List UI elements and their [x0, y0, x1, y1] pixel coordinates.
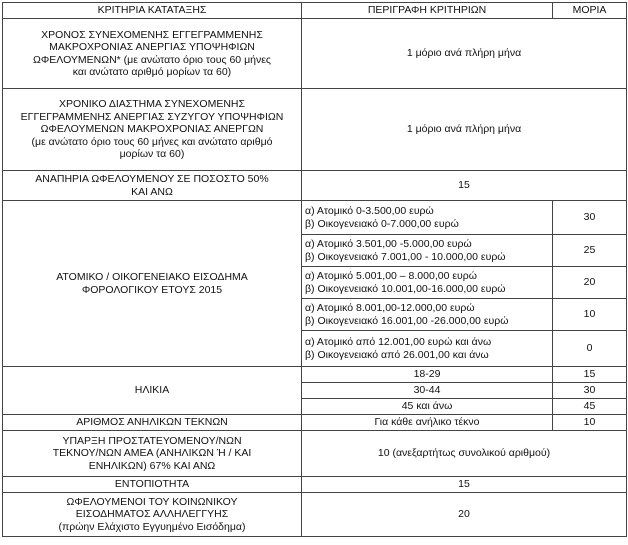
minor-children-criterion: ΑΡΙΘΜΟΣ ΑΝΗΛΙΚΩΝ ΤΕΚΝΩΝ — [3, 415, 302, 431]
locality-criterion: ΕΝΤΟΠΙΟΤΗΤΑ — [3, 477, 302, 493]
income-bracket-text: α) Ατομικό 0-3.500,00 ευρώ β) Οικογενειακό 0-7.000,00 ευρώ — [302, 201, 553, 235]
income-bracket-points: 10 — [553, 299, 627, 331]
header-row — [3, 3, 627, 19]
unemployment-description: 1 μόριο ανά πλήρη μήνα — [302, 19, 627, 89]
age-bracket-text: 45 και άνω — [302, 399, 553, 415]
income-criterion: ΑΤΟΜΙΚΟ / ΟΙΚΟΓΕΝΕΙΑΚΟ ΕΙΣΟΔΗΜΑ ΦΟΡΟΛΟΓΙΚΟΥ ΕΤΟΥΣ 2015 — [3, 201, 302, 367]
age-bracket-points: 30 — [553, 383, 627, 399]
age-bracket-text: 30-44 — [302, 383, 553, 399]
income-bracket-text: α) Ατομικό 3.501,00 -5.000,00 ευρώ β) Οικογενειακό 7.001,00 - 10.000,00 ευρώ — [302, 235, 553, 267]
disability-criterion: ΑΝΑΠΗΡΙΑ ΩΦΕΛΟΥΜΕΝΟΥ ΣΕ ΠΟΣΟΣΤΟ 50% ΚΑΙ ΑΝΩ — [3, 171, 302, 201]
unemployment-criterion: ΧΡΟΝΟΣ ΣΥΝΕΧΟΜΕΝΗΣ ΕΓΓΕΓΡΑΜΜΕΝΗΣ ΜΑΚΡΟΧΡΟΝΙΑΣ ΑΝΕΡΓΙΑΣ ΥΠΟΨΗΦΙΩΝ ΩΦΕΛΟΥΜΕΝΩΝ* (με ανώτατο όριο τους 60 μήνες και ανώτατο αριθμό μορίων τα 60) — [3, 19, 302, 89]
age-bracket-points: 15 — [553, 367, 627, 383]
income-bracket-text: α) Ατομικό από 12.001,00 ευρώ και άνω β) Οικογενειακό από 26.001,00 και άνω — [302, 331, 553, 367]
age-bracket-row — [3, 367, 627, 383]
header-criteria: ΚΡΙΤΗΡΙΑ ΚΑΤΑΤΑΞΗΣ — [3, 3, 302, 19]
dependents-disabled-criterion: ΥΠΑΡΞΗ ΠΡΟΣΤΑΤΕΥΟΜΕΝΟΥ/ΝΩΝ ΤΕΚΝΟΥ/ΝΩΝ ΑΜΕΑ (ΑΝΗΛΙΚΩΝ Ή / ΚΑΙ ΕΝΗΛΙΚΩΝ) 67% ΚΑΙ ΑΝΩ — [3, 431, 302, 477]
social-income-points: 20 — [302, 493, 627, 537]
income-bracket-points: 30 — [553, 201, 627, 235]
spouse-unemployment-criterion: ΧΡΟΝΙΚΟ ΔΙΑΣΤΗΜΑ ΣΥΝΕΧΟΜΕΝΗΣ ΕΓΓΕΓΡΑΜΜΕΝΗΣ ΑΝΕΡΓΙΑΣ ΣΥΖΥΓΟΥ ΥΠΟΨΗΦΙΩΝ ΩΦΕΛΟΥΜΕΝΩΝ ΜΑΚΡΟΧΡΟΝΙΑΣ ΑΝΕΡΓΩΝ (με ανώτατο όριο τους 60 μήνες και ανώτατο αριθμό μορίων τα 60) — [3, 89, 302, 171]
locality-points: 15 — [302, 477, 627, 493]
disability-points: 15 — [302, 171, 627, 201]
age-bracket-points: 45 — [553, 399, 627, 415]
row-dependents-disabled — [3, 431, 627, 477]
spouse-unemployment-description: 1 μόριο ανά πλήρη μήνα — [302, 89, 627, 171]
income-bracket-text: α) Ατομικό 5.001,00 – 8.000,00 ευρώ β) Οικογενειακό 10.001,00-16.000,00 ευρώ — [302, 267, 553, 299]
header-points: ΜΟΡΙΑ — [553, 3, 627, 19]
minor-children-description: Για κάθε ανήλικο τέκνο — [302, 415, 553, 431]
minor-children-points: 10 — [553, 415, 627, 431]
row-social-income — [3, 493, 627, 537]
social-income-criterion: ΩΦΕΛΟΥΜΕΝΟΙ ΤΟΥ ΚΟΙΝΩΝΙΚΟΥ ΕΙΣΟΔΗΜΑΤΟΣ ΑΛΛΗΛΕΓΓΥΗΣ (πρώην Ελάχιστο Εγγυημένο Εισόδημα) — [3, 493, 302, 537]
dependents-disabled-description: 10 (ανεξαρτήτως συνολικού αριθμού) — [302, 431, 627, 477]
criteria-table — [2, 2, 627, 537]
row-spouse-unemployment — [3, 89, 627, 171]
income-bracket-text: α) Ατομικό 8.001,00-12.000,00 ευρώ β) Οικογενειακό 16.001,00 -26.000,00 ευρώ — [302, 299, 553, 331]
age-criterion: ΗΛΙΚΙΑ — [3, 367, 302, 415]
income-bracket-points: 0 — [553, 331, 627, 367]
income-bracket-points: 20 — [553, 267, 627, 299]
income-bracket-row — [3, 201, 627, 235]
header-description: ΠΕΡΙΓΡΑΦΗ ΚΡΙΤΗΡΙΩΝ — [302, 3, 553, 19]
row-disability — [3, 171, 627, 201]
row-unemployment — [3, 19, 627, 89]
age-bracket-text: 18-29 — [302, 367, 553, 383]
income-bracket-points: 25 — [553, 235, 627, 267]
row-minor-children — [3, 415, 627, 431]
row-locality — [3, 477, 627, 493]
